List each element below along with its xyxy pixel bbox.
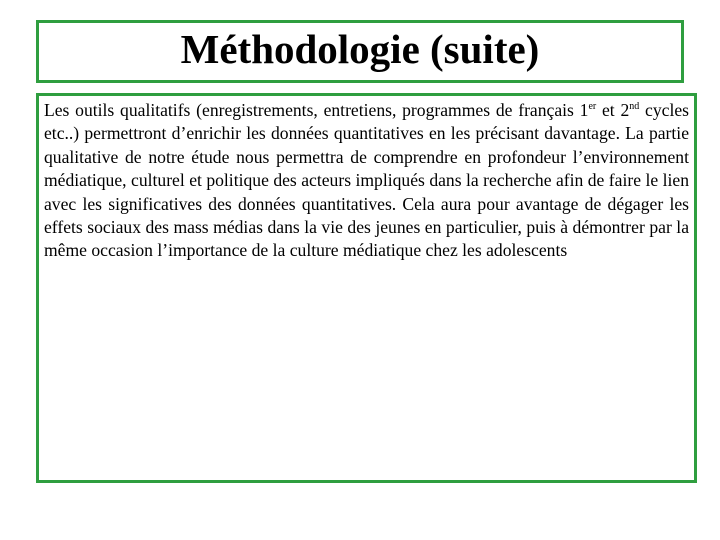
superscript-er: er — [588, 101, 597, 112]
body-text-part-3: cycles etc..) permettront d’enrichir les données quantitatives en les précisant davantage. La partie qualitative de notre étude nous permettra de comprendre en profondeur l’environnement médiatique, culturel et politique des acteurs impliqués dans la recherche afin de faire le lien avec les significatives des données quantitatives. Cela aura pour avantage de dégager les effets sociaux des mass médias dans la vie des jeunes en particulier, puis à démontrer par la même occasion l’importance de la culture médiatique chez les adolescents — [44, 100, 689, 261]
title-box — [36, 20, 684, 83]
content-box — [36, 93, 697, 483]
superscript-nd: nd — [629, 101, 640, 112]
slide-title: Méthodologie (suite) — [180, 26, 540, 72]
body-paragraph — [44, 99, 689, 263]
body-text-part-1: Les outils qualitatifs (enregistrements, entretiens, programmes de français 1 — [44, 100, 589, 120]
body-text-part-2: et 2 — [596, 100, 630, 120]
